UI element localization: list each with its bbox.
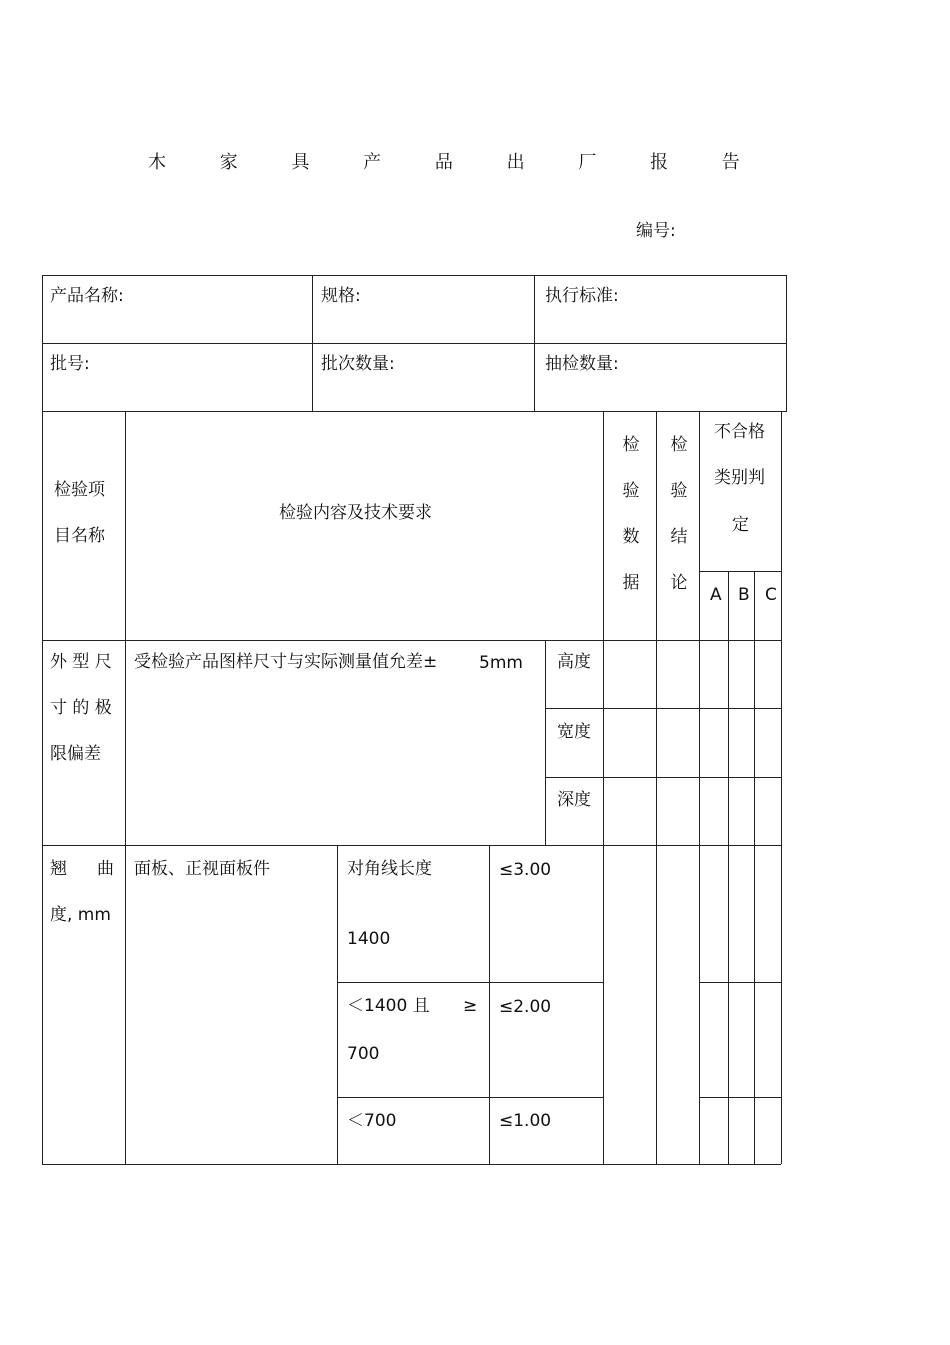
serial-number-label: 编号: [636, 221, 676, 241]
column-header-data: 检 验 数 据 [622, 435, 640, 593]
table-line [489, 845, 490, 1164]
table-line [656, 411, 657, 1164]
table-line [728, 845, 729, 982]
column-header-item-name: 检验项 [54, 480, 105, 500]
table-line [754, 845, 755, 982]
table-line [699, 411, 700, 1164]
table-line [125, 411, 126, 1164]
table-line [337, 1097, 603, 1098]
batch-quantity-label: 批次数量: [321, 354, 395, 374]
table-line [312, 275, 313, 411]
column-header-content: 检验内容及技术要求 [279, 503, 432, 523]
item-dimensions: 限偏差 [50, 744, 101, 764]
diagonal-label: 对角线长度 [347, 859, 432, 879]
warp-limit: ≤1.00 [499, 1111, 552, 1131]
table-line [42, 640, 781, 641]
spec-label: 规格: [321, 286, 361, 306]
table-line [545, 708, 781, 709]
batch-number-label: 批号: [50, 354, 90, 374]
diagonal-size: ＜1400 且 [347, 996, 430, 1016]
item-dimensions: 寸 的 极 [50, 698, 112, 718]
diagonal-size: ≥ [463, 996, 478, 1016]
dimension-requirement: 受检验产品图样尺寸与实际测量值允差± [134, 652, 438, 672]
width-label: 宽度 [557, 722, 591, 742]
panel-label: 面板、正视面板件 [134, 859, 270, 879]
table-line [754, 982, 755, 1164]
report-title: 木 家 具 产 品 出 厂 报 告 [148, 152, 764, 173]
table-line [42, 411, 787, 412]
table-line [545, 777, 781, 778]
item-warp: 度, mm [50, 905, 111, 925]
table-line [699, 982, 781, 983]
sample-quantity-label: 抽检数量: [545, 354, 619, 374]
table-border-top [42, 275, 787, 276]
column-header-item-name: 目名称 [54, 526, 105, 546]
class-a-label: A [710, 585, 722, 605]
class-b-label: B [738, 585, 750, 605]
table-line [42, 845, 781, 846]
table-line [699, 1097, 781, 1098]
product-name-label: 产品名称: [50, 286, 124, 306]
item-dimensions: 外 型 尺 [50, 652, 112, 672]
item-warp: 翘 [50, 859, 67, 879]
table-line [754, 571, 755, 845]
column-header-result: 检 验 结 论 [670, 435, 688, 593]
column-header-class: 定 [732, 515, 749, 535]
column-header-class: 类别判 [714, 468, 765, 488]
table-border-right [781, 411, 782, 1164]
diagonal-size: 700 [347, 1044, 380, 1064]
table-border-left [42, 275, 43, 1164]
standard-label: 执行标准: [545, 286, 619, 306]
height-label: 高度 [557, 652, 591, 672]
table-line [534, 275, 535, 411]
table-line [545, 640, 546, 845]
warp-limit: ≤3.00 [499, 860, 552, 880]
table-line [728, 571, 729, 845]
table-border-bottom [42, 1164, 781, 1165]
dimension-tolerance: 5mm [479, 653, 523, 673]
table-line [337, 982, 603, 983]
column-header-class: 不合格 [714, 422, 765, 442]
depth-label: 深度 [557, 790, 591, 810]
diagonal-size: ＜700 [347, 1111, 397, 1131]
table-line [728, 982, 729, 1164]
warp-limit: ≤2.00 [499, 997, 552, 1017]
diagonal-size: 1400 [347, 929, 391, 949]
table-line [699, 571, 781, 572]
table-line [42, 343, 787, 344]
table-border-right [786, 275, 787, 411]
table-line [337, 845, 338, 1164]
class-c-label: C [765, 585, 777, 605]
table-line [603, 411, 604, 1164]
item-warp: 曲 [97, 859, 114, 879]
